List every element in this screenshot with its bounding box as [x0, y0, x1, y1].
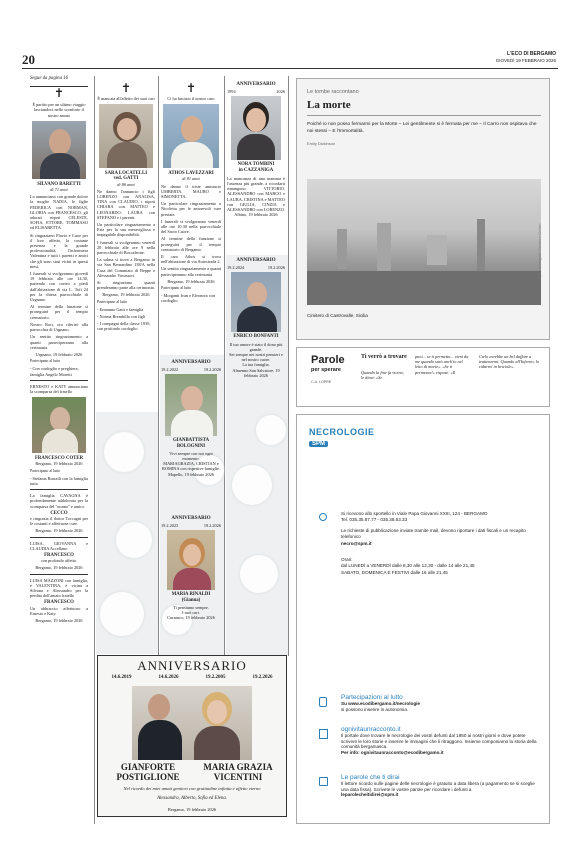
notice-intro: È mancata all'affetto dei suoi cari — [97, 96, 155, 101]
deceased-nickname: (Gianna) — [181, 597, 201, 603]
anniversary-gianbattista — [161, 360, 221, 477]
hours-weekend: SABATO, DOMENICA E FESTIVI dalle 16 alle 21,45 — [341, 569, 448, 575]
feature-tombe-raccontano — [296, 78, 550, 340]
anniversary-signatories: Alessandra, Alberto, Sofia ed Elena. — [157, 796, 227, 801]
date-4: 19.2.2026 — [252, 675, 273, 680]
pen-icon — [319, 777, 328, 786]
participation-entry: - Norma Brembilla con figli — [97, 314, 146, 320]
notice-intro: Ci ha lasciato il nostro caro — [167, 96, 215, 101]
portrait-photo — [32, 397, 86, 453]
deceased-name: MARIA RINALDI — [171, 592, 211, 598]
portrait-photo — [231, 96, 281, 160]
participation-entry: - Stefania Burraili con la famiglia tutta — [30, 475, 88, 486]
date-1: 14.6.2019 — [111, 675, 132, 680]
parole-per-sperare — [296, 347, 550, 407]
notice-text: Nostro Rori, ora riferirò alla parrocchia di Urgnano. — [30, 321, 88, 333]
notice-text: Un abbraccio affettuoso a Ernesto e Katy. — [30, 605, 88, 616]
section-title[interactable]: ognivitaunracconto.it — [341, 726, 401, 733]
email-requirements: Le richieste di pubblicazione inviate tramite mail, devono riportare i dati fiscali e un recapito telefonico — [341, 527, 526, 540]
notice-text: Un sentito ringraziamento a quanti parteciperanno alla cerimonia. — [161, 266, 221, 277]
hours-label: Orari: — [341, 557, 353, 563]
couple-photo — [132, 686, 252, 760]
deceased-age: di 86 anni — [117, 181, 135, 187]
feature-kicker: Le tombe raccontano — [307, 89, 359, 95]
section-title: Le parole che ti dirai — [341, 774, 400, 781]
anniversary-label: ANNIVERSARIO — [171, 360, 211, 365]
notice-place: Mapello, 19 febbraio 2026 — [168, 471, 214, 477]
deceased-name: GIANBATTISTA BOLOGNINI — [172, 438, 210, 449]
anniversary-date-from: 19.2.2023 — [161, 523, 179, 529]
necrologie-email[interactable]: necro@spm.it — [341, 540, 372, 546]
notice-text: I funerali si svolgeranno giovedì 19 febbraio alle ore 14.30, partendo con corteo a piedi dall'abitazione di via L. Tofi 24 per la chiesa parrocchiale di Urgnano. — [30, 271, 88, 303]
column-3 — [161, 82, 221, 306]
deceased-name: NORA TOMBINI — [237, 162, 275, 168]
page-number: 20 — [22, 52, 35, 67]
deceased-name: FRANCESCO — [44, 600, 74, 606]
deceased-name: FRANCESCO — [44, 552, 74, 558]
notice-text: Ne danno il triste annuncio UMBERTA, MAURO e SIMONETTA. — [161, 183, 221, 200]
notice-text: Si ringraziano Flavio e Cuoe per il loro affetto, la costante presenza e la grande professionalità, l'infermiera Valentina e tutti i parenti e amici che gli sono stati vicini in questi mesi. — [30, 232, 88, 269]
notice-text: Un particolare ringraziamento a Nicoletta per le amorevoli cure prestate. — [161, 201, 221, 217]
notice-text: Un particolare ringraziamento a Ertz per la sua meravigliosa e impagabile disponibilità. — [97, 222, 155, 238]
hours-weekdays: dal LUNEDÌ a VENERDÌ dalle 8,30 alle 12,30 - dalle 14 alle 21,45 — [341, 563, 475, 569]
anniversary-date-to: 19.2.2026 — [203, 367, 221, 373]
partecipazioni-link[interactable]: Su www.ecodibergamo.it/necrologie — [341, 700, 420, 706]
anniversary-date-to: 2026 — [276, 89, 285, 95]
notice-place: Curnasco, 19 febbraio 2026 — [167, 615, 215, 621]
participation-label: Partecipano al lutto — [161, 286, 192, 291]
notice-place: Bergamo, 19 febbraio 2026 — [102, 292, 150, 298]
deceased-name: ENRICO BONFANTI — [233, 334, 279, 340]
notice-text: Il tuo amore è stato il dono più grande. — [229, 341, 283, 352]
continuation-note: Segue da pagina 16 — [30, 76, 68, 81]
office-address: Si ricevono allo sportello in Viale Papa Giovanni XXIII, 124 - BERGAMO — [341, 511, 488, 516]
notice-place: Bergamo, 19 febbraio 2026 — [35, 461, 83, 467]
notice-place: Bergamo, 19 febbraio 2026 — [35, 565, 83, 571]
deceased-age: di 71 anni — [50, 187, 68, 193]
date-2: 14.6.2026 — [158, 675, 179, 680]
deceased-name: SILVANO BARETTI — [37, 181, 81, 187]
participation-entry: - Con cordoglio e preghiera, famiglia Angelo Moretti — [30, 366, 79, 377]
notice-text: Ti pensiamo sempre. — [173, 604, 209, 610]
flower-background — [96, 412, 158, 654]
anniversary-title: ANNIVERSARIO — [137, 658, 247, 673]
notice-place: Urgnano, 19 febbraio 2026 — [35, 351, 83, 357]
deceased-name: FRANCESCO COTER — [34, 456, 84, 462]
anniversary-date-from: 1994 — [227, 89, 236, 95]
anniversary-label: ANNIVERSARIO — [236, 82, 276, 87]
notice-place: Bergamo, 19 febbraio 2026 — [35, 618, 83, 623]
hand-icon — [319, 697, 327, 707]
portrait-photo — [32, 121, 86, 179]
anniversary-enrico-bonfanti — [227, 258, 285, 378]
cemetery-photo — [307, 179, 541, 305]
section-text: Il lettore ricordo sulle pagine delle necrologie è gratuito a data libera (a pagamento se si sceglie una data fissa). Scrivete le vostre parole per ricordare i defunti a — [341, 780, 535, 792]
deceased-name: ATHOS LAVEZZARI — [168, 171, 214, 177]
feature-author: Emily Dickinson — [307, 141, 336, 146]
participation-label: Partecipano al lutto — [30, 468, 61, 473]
cross-icon: ✝ — [53, 86, 65, 101]
feature-quote: Poiché io non posso fermarmi per la Morte – Lei gentilmente si è fermata per me – Il Carro non ospitava che noi stessi – E l'Immortalità. — [307, 122, 537, 134]
notice-text: I funerali si svolgeranno venerdì 20 febbraio alle ore 9 nella parrocchiale di Boccaleone. — [97, 239, 155, 256]
anniversary-date-to: 19.2.2026 — [267, 265, 285, 271]
notice-place: Albino, 19 febbraio 2026 — [234, 212, 278, 218]
cross-icon: ✝ — [120, 81, 132, 95]
notice-text: Vivi sempre con noi ogni momento. — [169, 450, 213, 462]
section-text: si possono inserire in autonomia. — [341, 706, 409, 712]
portrait-photo — [99, 104, 153, 168]
parole-text: puoi... se ti permetto... vieni da me quando sarò anch'io nel letto di morte». «Se ti permesso!» rispose. «Il — [415, 354, 469, 375]
anniversary-date-to: 19.2.2026 — [203, 523, 221, 529]
section-email[interactable]: leparolecheitidirei@spm.it — [341, 792, 399, 798]
parole-heading: Ti verrò a trovare — [361, 354, 407, 360]
page-date: GIOVEDÌ 19 FEBBRAIO 2026 — [495, 58, 556, 63]
notice-place: Almenno San Salvatore, 19 febbraio 2026 — [232, 367, 280, 378]
notice-text: Si ringraziano quanti prenderanno parte alla cerimonia. — [97, 280, 155, 291]
section-title: Partecipazioni al lutto — [341, 694, 403, 701]
office-phone: Tel. 035.35.87.77 - 035.38.63.33 — [341, 517, 408, 523]
notice-text: La mancanza di una mamma è l'assenza più grande, a ricordarti rimangono VITTORIO, ALESSANDRO con MARCO e LAURA, CRISTINA e MATTEO con GIULIA, CINZIA e ALESSANDRO con LORENZO. — [227, 175, 286, 213]
notice-place: Bergamo, 19 febbraio 2026 — [167, 278, 215, 284]
section-info-email[interactable]: Per info: ognivitaunracconto@ecodibergamo.it — [341, 750, 444, 756]
notice-text: Al termine della funzione si proseguirà per il tempio crematorio. — [30, 304, 88, 320]
anniversary-label: ANNIVERSARIO — [171, 516, 211, 521]
anniversary-text: Nel ricordo dei miei amati genitori con gratitudine infinita e affetto eterno — [123, 786, 261, 791]
anniversary-nora-tombini — [227, 82, 285, 217]
necrologie-contacts — [341, 511, 541, 576]
parole-subtitle: per sperare — [311, 367, 341, 373]
photo-credit: Opera di fotografi / Cimitero e Cimiteri — [538, 223, 542, 279]
notice-text: ERNESTO e KATY annunciano la scomparsa del fratello — [30, 383, 88, 394]
notice-text: Il caro Athos si trova nell'abitazione di via Autostrada 2. — [161, 254, 221, 265]
deceased-name: SARA LOCATELLI — [104, 171, 148, 177]
portrait-photo — [163, 104, 219, 168]
section-parole — [341, 775, 541, 798]
anniversary-date-from: 19.2.2024 — [227, 265, 245, 271]
parole-text: Quando la fine fa vicino, le dirai: «Se — [361, 370, 404, 381]
notice-text: Un sentito ringraziamento a quanti parteciperanno alla cerimonia. — [30, 334, 88, 350]
participation-label: Partecipano al lutto — [30, 359, 61, 364]
notice-text: e ringrazia il dottor Toccagni per le costanti e affettuose cure. — [30, 515, 88, 527]
section-text: Il portale dove trovare le necrologie dei vostri defunti dal 1950 ai nostri giorni e dove potete scrivere le loro storie e inserire le immagini che li ritraggono. Insieme componiamo la storia della comunità bergamasca. — [341, 732, 537, 750]
portrait-photo — [167, 530, 215, 590]
cross-icon: ✝ — [185, 81, 197, 95]
portrait-photo — [231, 272, 281, 332]
notice-text: Al termine della funzione si proseguirà per il tempio crematorio di Bergamo. — [161, 236, 221, 252]
participation-entry: - I compagni della classe 1939, con profondo cordoglio — [97, 321, 151, 332]
deceased-name: CECCO — [50, 510, 68, 516]
section-partecipazioni — [341, 695, 541, 712]
last-name-left: POSTIGLIONE — [116, 772, 180, 782]
portrait-photo — [165, 374, 217, 436]
first-name-left: GIANFORTE — [120, 762, 176, 772]
section-ognivita — [341, 727, 541, 756]
name-left — [104, 762, 192, 782]
notice-text: La salma si trova a Bergamo in via San Bernardino 138/A nella Casa del Commiato di Beppe e Alessandro Vavassori. — [97, 257, 155, 278]
notice-text: La famiglia CAVAGNA è profondamente addolorata per la scomparsa del "nonno" e amico — [30, 493, 88, 509]
notice-intro: È partito per un ultimo viaggio lasciandoci nello sconforto il nostro amato — [32, 102, 86, 118]
participation-label: Partecipano al lutto — [97, 299, 128, 304]
notice-text: Lo annunciano con grande dolore la moglie NADIA, le figlie FEDERICA con NORMAN, GLORIA con FRANCESCO, gli adorati nipoti CELESTE, SOFIA, ETTORE, TOMMASO ed ELISABETTA. — [30, 194, 88, 231]
notice-text: LUISA MAZZONI con famiglia, e VALENTINA, è vicina a Silvana e Alessandro per la perdita dell'amato fratello — [30, 577, 88, 599]
name-right — [194, 762, 282, 782]
anniversary-date-from: 19.2.2022 — [161, 367, 179, 373]
notice-place: Bergamo, 19 febbraio 2026 — [35, 528, 83, 534]
anniversary-place: Bergamo, 19 febbraio 2026 — [167, 807, 217, 812]
anniversary-maria-rinaldi — [161, 516, 221, 620]
parole-author: C.A. LOPRE — [311, 380, 332, 384]
photo-caption: Cimitero di Castrovalle, Sicilia — [307, 313, 368, 318]
parole-text: Cielo avrebbe un bel daffare a trattenermi. Quando all'Inferno, lo ridarrei in briciole». — [479, 354, 539, 370]
anniversary-label: ANNIVERSARIO — [236, 258, 276, 263]
notice-text: I tuoi cari. — [182, 610, 200, 616]
anniversary-dates — [98, 675, 286, 680]
location-icon — [319, 513, 327, 521]
last-name-right: VICENTINI — [213, 772, 263, 782]
notice-text: MARIAGRAZIA, CRISTIAN e ROMINA con rispettive famiglie. — [162, 461, 220, 472]
notice-text: Ne danno l'annuncio i figli LORENZO con ANALISA, TINA con CLAUDIO, i nipoti CHIARA con MATTEO e LEONARDO, LAURA con STEFANO e i parenti. — [97, 188, 155, 220]
necrologie-title: NECROLOGIE — [309, 427, 375, 437]
date-3: 19.2.2005 — [205, 675, 226, 680]
column-2 — [97, 82, 155, 334]
notice-text: Sei sempre nei nostri pensieri e nel nostro cuore. — [229, 352, 283, 363]
deceased-age: di 81 anni — [182, 176, 200, 182]
spm-logo: SPM — [309, 441, 328, 447]
anniversary-box — [97, 655, 287, 817]
notice-text: LUISA, GIOVANNA e CLAUDIA Accellano — [30, 540, 88, 551]
parole-title: Parole — [311, 354, 345, 366]
deceased-name-detail: in CAZZANIGA — [238, 167, 274, 173]
feature-title: La morte — [307, 99, 351, 111]
notice-text: I funerali si svolgeranno venerdì alle ore 10.30 nella parrocchiale del Sacro Cuore. — [161, 218, 221, 235]
book-icon — [319, 729, 328, 739]
first-name-right: MARIA GRAZIA — [203, 762, 273, 772]
participation-entry: - Morganti Ivan e Eleonora con cordoglio. — [161, 293, 215, 304]
notice-text: con profondo affetto. — [40, 558, 78, 564]
column-1 — [30, 76, 88, 625]
participation-entry: - Ermanno Gatti e famiglia — [97, 306, 144, 312]
necrologie-box — [296, 414, 550, 824]
notice-text: La tua famiglia. — [242, 362, 270, 368]
deceased-name-detail: ved. GATTI — [113, 176, 139, 182]
masthead: L'ECO DI BERGAMO — [507, 51, 556, 57]
